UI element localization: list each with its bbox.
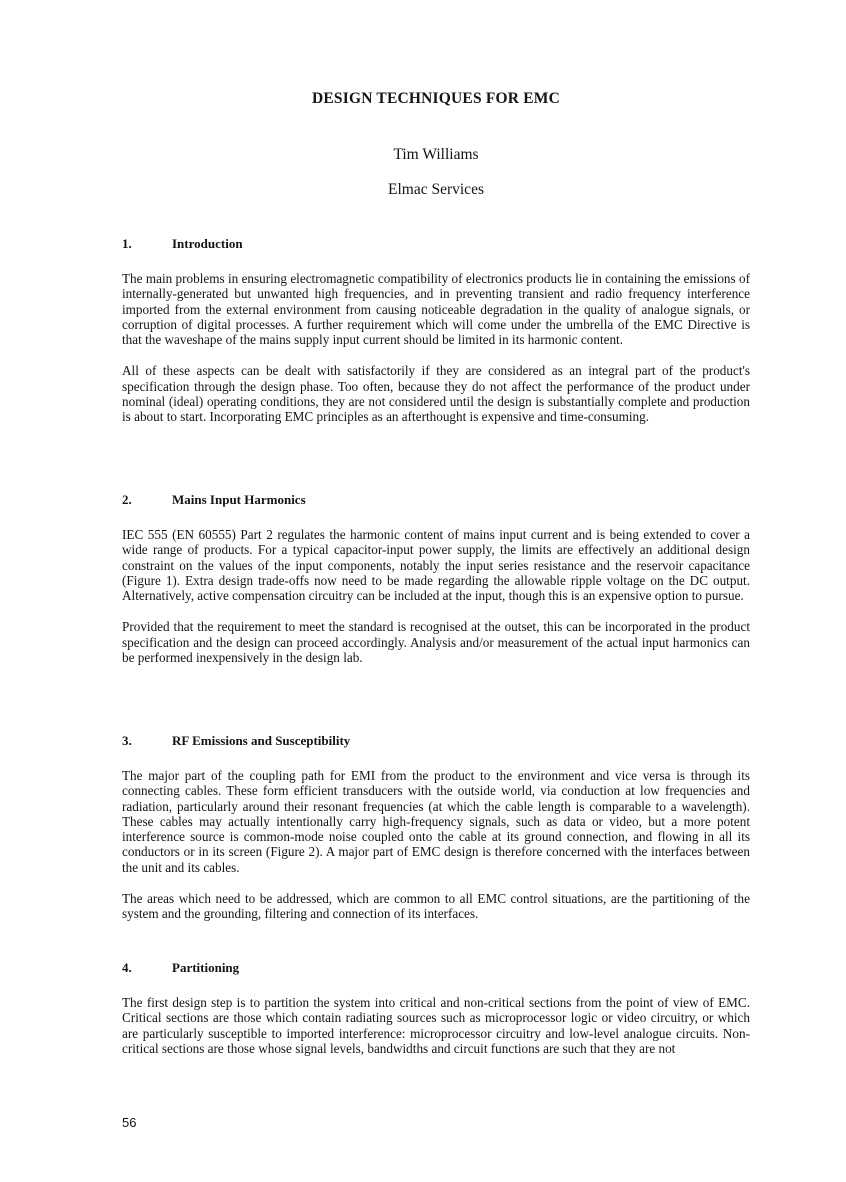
section-mains-input-harmonics (122, 492, 750, 681)
paragraph: The areas which need to be addressed, which are common to all EMC control situations, are the partitioning of the system and the grounding, filtering and connection of its interfaces. (122, 891, 750, 922)
section-introduction (122, 236, 750, 441)
author-name: Tim Williams (393, 146, 479, 163)
section-heading (122, 733, 750, 749)
section-number: 2. (122, 492, 132, 507)
section-heading (122, 492, 750, 508)
section-number: 3. (122, 733, 132, 748)
paper-title: DESIGN TECHNIQUES FOR EMC (311, 90, 561, 107)
section-partitioning (122, 960, 750, 1072)
page-number: 56 (122, 1115, 137, 1130)
section-title: Introduction (172, 236, 243, 251)
paragraph: IEC 555 (EN 60555) Part 2 regulates the harmonic content of mains input current and is being extended to cover a wide range of products. For a typical capacitor-input power supply, the limits are effectively an additional design constraint on the values of the input components, notably the input series resistance and the reservoir capacitance (Figure 1). Extra design trade-offs now need to be made regarding the allowable ripple voltage on the DC output. Alternatively, active compensation circuitry can be included at the input, though this is an expensive option to pursue. (122, 527, 750, 604)
section-rf-emissions (122, 733, 750, 938)
section-title: Partitioning (172, 960, 240, 975)
section-title: RF Emissions and Susceptibility (172, 733, 351, 748)
section-title: Mains Input Harmonics (172, 492, 306, 507)
paragraph: The first design step is to partition the system into critical and non-critical sections from the point of view of EMC. Critical sections are those which contain radiating sources such as microprocessor logic or video circuitry, or which are particularly susceptible to imported interference: microprocessor circuitry and low-level analogue circuits. Non-critical sections are those whose signal levels, bandwidths and circuit functions are such that they are not (122, 995, 750, 1056)
section-heading (122, 236, 750, 252)
paragraph: All of these aspects can be dealt with satisfactorily if they are considered as an integral part of the product's specification through the design phase. Too often, because they do not affect the performance of the product under nominal (ideal) operating conditions, they are not considered until the design is substantially complete and production is about to start. Incorporating EMC principles as an afterthought is expensive and time-consuming. (122, 363, 750, 425)
section-number: 4. (122, 960, 132, 975)
paragraph: The main problems in ensuring electromagnetic compatibility of electronics products lie in containing the emissions of internally-generated but unwanted high frequencies, and in preventing transient and radio frequency interference imported from the external environment from causing noticeable degradation in the quality of analogue signals, or corruption of digital processes. A further requirement which will come under the umbrella of the EMC Directive is that the waveshape of the mains supply input current should be limited in its harmonic content. (122, 271, 750, 348)
section-number: 1. (122, 236, 132, 251)
paragraph: Provided that the requirement to meet the standard is recognised at the outset, this can be incorporated in the product specification and the design can proceed accordingly. Analysis and/or measurement of the actual input harmonics can be performed inexpensively in the design lab. (122, 619, 750, 666)
section-heading (122, 960, 750, 976)
paragraph: The major part of the coupling path for EMI from the product to the environment and vice versa is through its connecting cables. These form efficient transducers with the outside world, via conduction at low frequencies and radiation, particularly around their resonant frequencies (at which the cable length is comparable to a wavelength). These cables may actually intentionally carry high-frequency signals, such as data or video, but a more potent interference source is common-mode noise coupled onto the cable at its ground connection, and flowing in all its conductors or in its screen (Figure 2). A major part of EMC design is therefore concerned with the interfaces between the unit and its cables. (122, 768, 750, 875)
author-affiliation: Elmac Services (388, 181, 484, 198)
